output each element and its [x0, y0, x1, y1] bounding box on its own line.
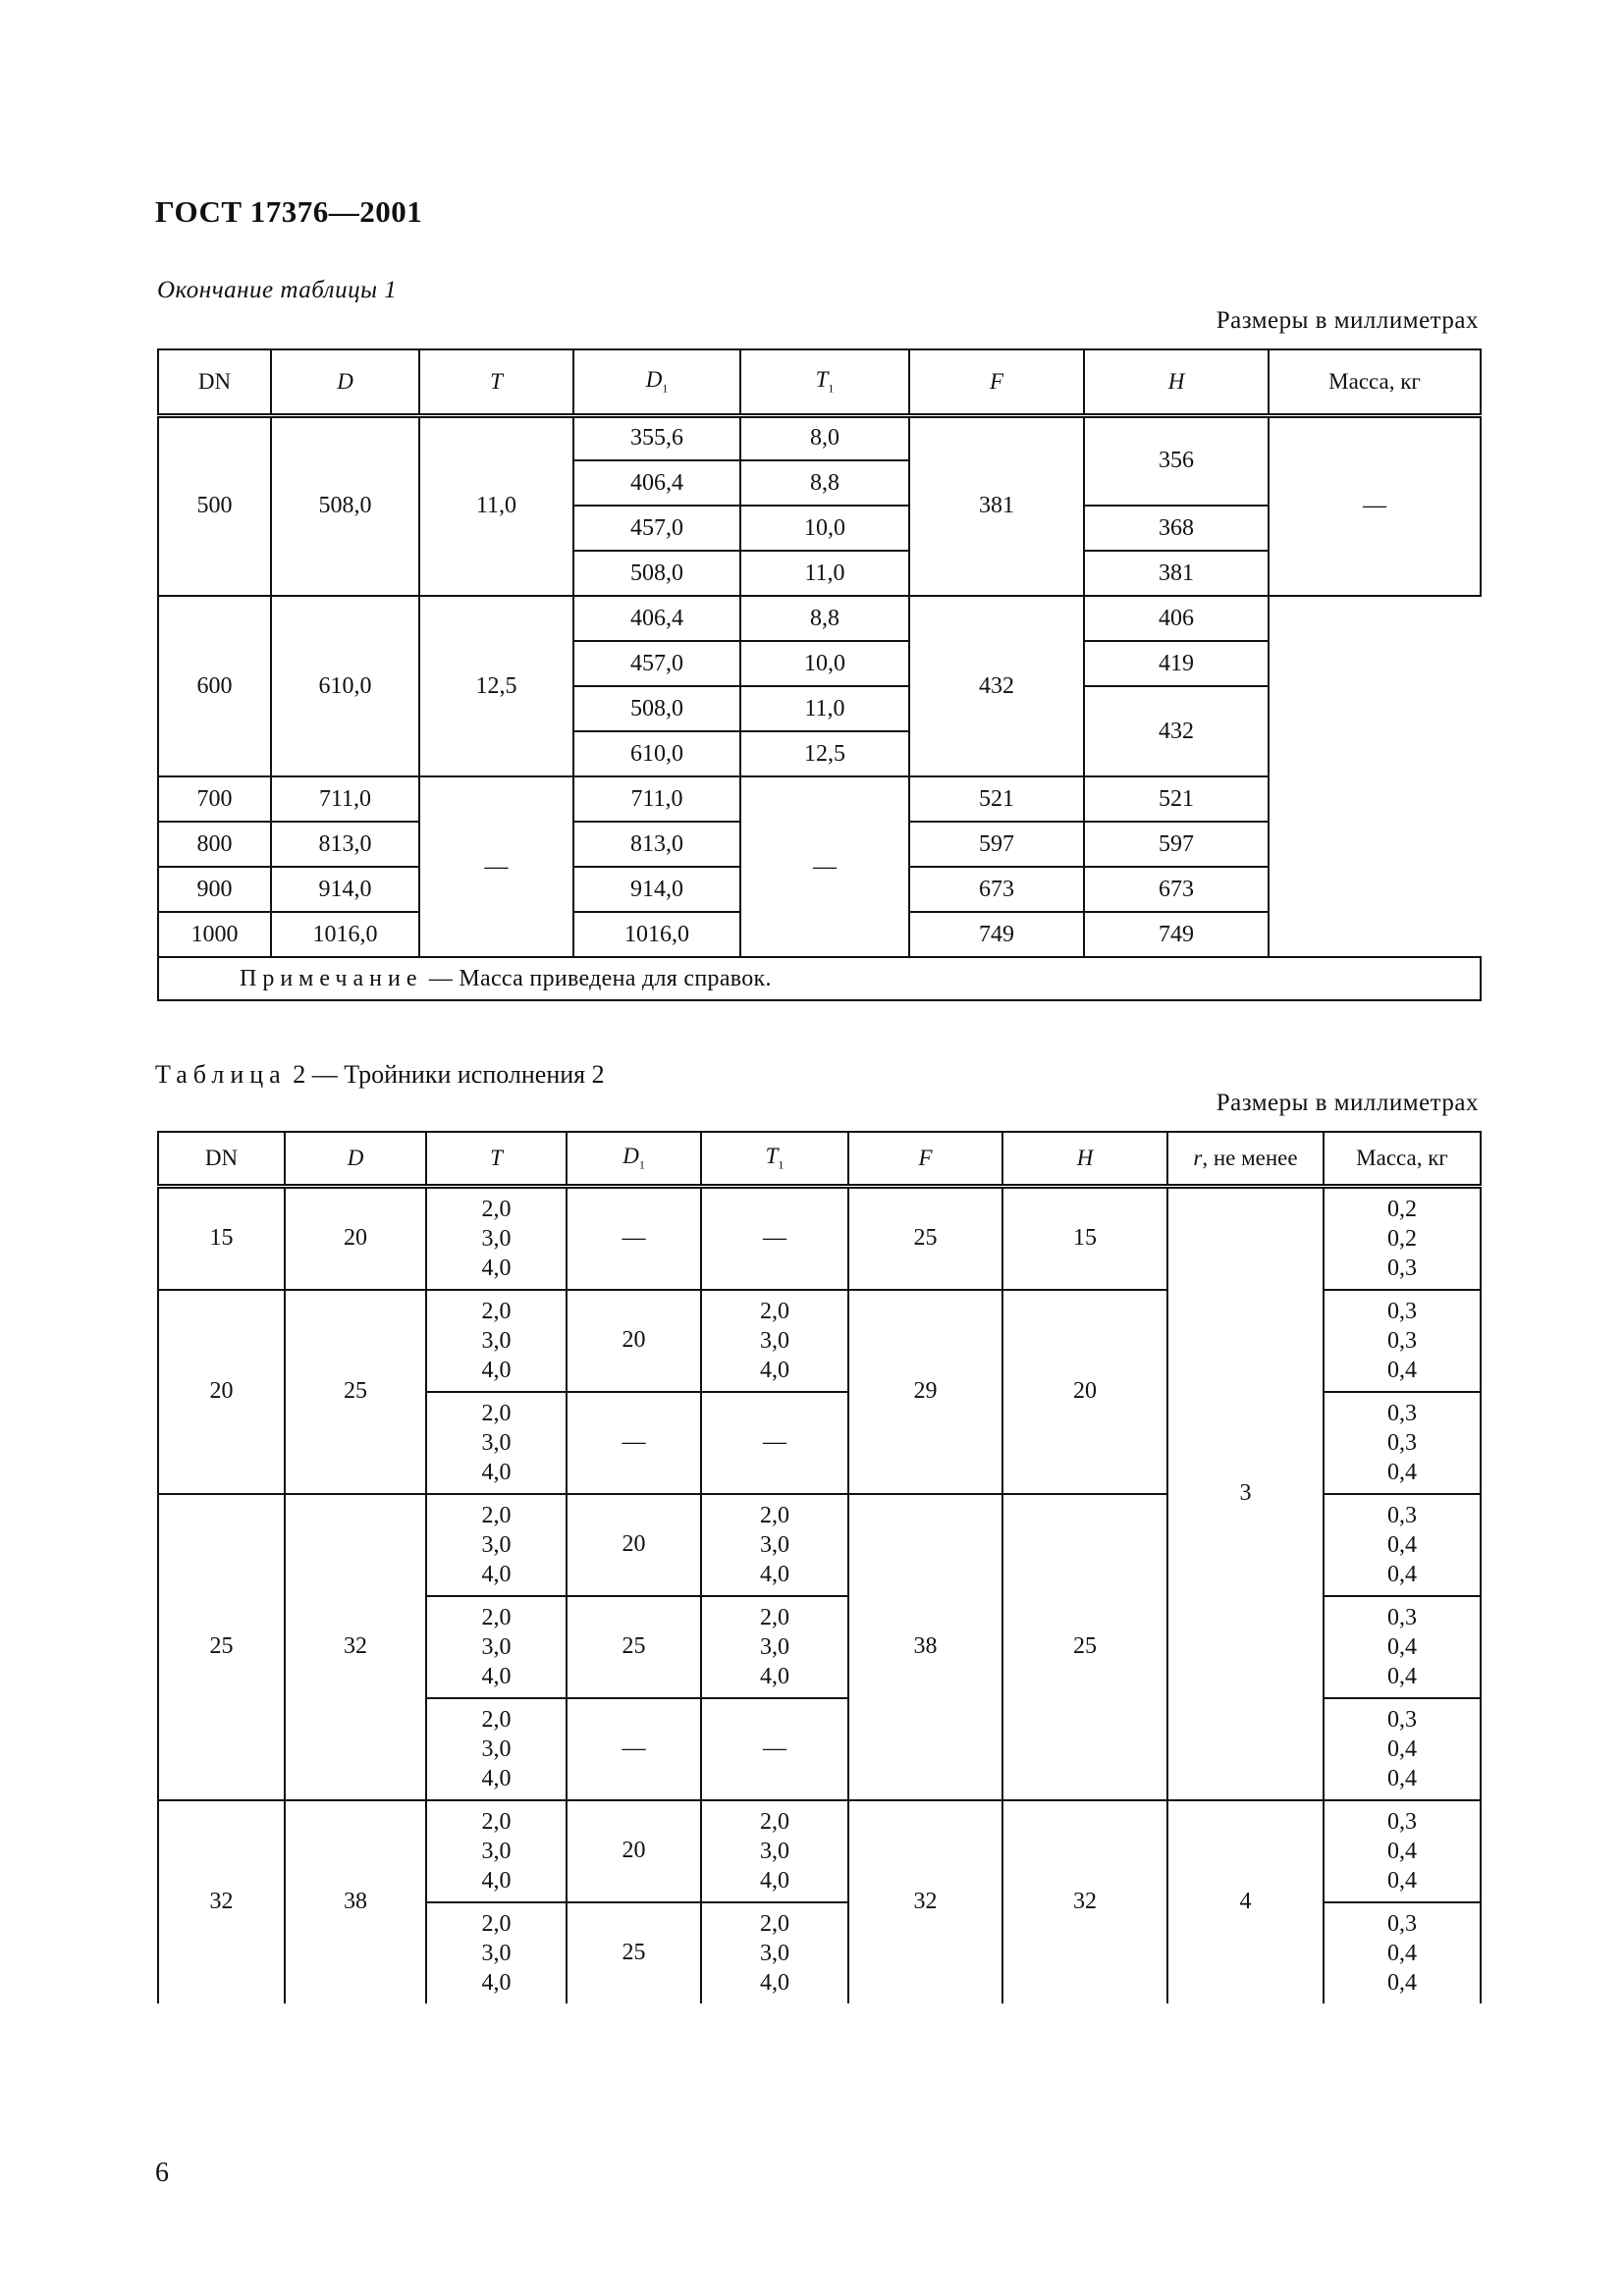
cell-f: 521: [909, 776, 1084, 822]
cell-h: 406: [1084, 596, 1269, 641]
cell-t: 12,5: [419, 596, 573, 776]
header-t1: $T_1$: [701, 1132, 848, 1186]
cell-dn: 600: [158, 596, 271, 776]
cell-d1: 20: [567, 1800, 701, 1902]
cell-d1: 508,0: [573, 551, 740, 596]
cell-f: 29: [848, 1290, 1002, 1494]
cell-t: 2,0 3,0 4,0: [426, 1494, 567, 1596]
cell-d1: 610,0: [573, 731, 740, 776]
cell-d1: 914,0: [573, 867, 740, 912]
cell-h: 597: [1084, 822, 1269, 867]
units-label: Размеры в миллиметрах: [1216, 307, 1479, 334]
table-row: [158, 415, 1481, 460]
cell-mass: 0,3 0,4 0,4: [1324, 1698, 1481, 1800]
cell-d: 25: [285, 1290, 426, 1494]
cell-t1: 2,0 3,0 4,0: [701, 1902, 848, 2003]
cell-f: 381: [909, 415, 1084, 596]
table-continuation-label: Окончание таблицы 1: [157, 277, 398, 303]
cell-d: 610,0: [271, 596, 419, 776]
cell-t: 2,0 3,0 4,0: [426, 1186, 567, 1290]
cell-t1: 2,0 3,0 4,0: [701, 1596, 848, 1698]
cell-d: 813,0: [271, 822, 419, 867]
table-header-row: [158, 1132, 1481, 1186]
cell-t1: 2,0 3,0 4,0: [701, 1290, 848, 1392]
cell-d1: 457,0: [573, 641, 740, 686]
cell-h: 432: [1084, 686, 1269, 776]
table-1: [157, 348, 1482, 1001]
cell-f: 673: [909, 867, 1084, 912]
cell-d: 1016,0: [271, 912, 419, 957]
header-d1: $D_1$: [573, 349, 740, 415]
header-mass: Масса, кг: [1269, 349, 1481, 415]
table-row: [158, 1800, 1481, 1902]
cell-d1: 711,0: [573, 776, 740, 822]
table-note: Примечание — Масса приведена для справок.: [158, 957, 1481, 1000]
cell-h: 749: [1084, 912, 1269, 957]
cell-t: 2,0 3,0 4,0: [426, 1392, 567, 1494]
cell-d1: 25: [567, 1596, 701, 1698]
cell-dn: 700: [158, 776, 271, 822]
cell-dn: 20: [158, 1290, 285, 1494]
cell-dn: 1000: [158, 912, 271, 957]
cell-mass: —: [1269, 415, 1481, 596]
cell-f: 25: [848, 1186, 1002, 1290]
cell-mass: 0,3 0,4 0,4: [1324, 1800, 1481, 1902]
cell-t: 11,0: [419, 415, 573, 596]
cell-mass: 0,3 0,4 0,4: [1324, 1596, 1481, 1698]
table-group: [158, 776, 1481, 1000]
table-row: [158, 776, 1481, 822]
header-f: F: [909, 349, 1084, 415]
table-group: [158, 596, 1481, 776]
cell-h: 32: [1002, 1800, 1167, 2003]
cell-t: 2,0 3,0 4,0: [426, 1800, 567, 1902]
header-h: H: [1084, 349, 1269, 415]
cell-d1: 355,6: [573, 415, 740, 460]
cell-t1: 10,0: [740, 506, 909, 551]
cell-mass: 0,3 0,4 0,4: [1324, 1494, 1481, 1596]
cell-d1: 406,4: [573, 460, 740, 506]
table-2: [157, 1131, 1482, 2003]
document-title: ГОСТ 17376—2001: [155, 194, 423, 229]
cell-d1: 813,0: [573, 822, 740, 867]
cell-mass: 0,3 0,3 0,4: [1324, 1392, 1481, 1494]
cell-d1: 25: [567, 1902, 701, 2003]
header-dn: DN: [158, 1132, 285, 1186]
cell-f: 38: [848, 1494, 1002, 1800]
cell-h: 15: [1002, 1186, 1167, 1290]
cell-t1: —: [701, 1186, 848, 1290]
cell-t1: —: [701, 1392, 848, 1494]
cell-d: 711,0: [271, 776, 419, 822]
cell-dn: 900: [158, 867, 271, 912]
header-mass: Масса, кг: [1324, 1132, 1481, 1186]
table-row: [158, 1186, 1481, 1290]
cell-d1: 508,0: [573, 686, 740, 731]
cell-dn: 800: [158, 822, 271, 867]
cell-t1: 11,0: [740, 551, 909, 596]
cell-d1: 1016,0: [573, 912, 740, 957]
cell-t1: —: [740, 776, 909, 957]
cell-h: 381: [1084, 551, 1269, 596]
cell-mass: 0,3 0,4 0,4: [1324, 1902, 1481, 2003]
cell-t1: 8,0: [740, 415, 909, 460]
cell-t1: —: [701, 1698, 848, 1800]
cell-h: 419: [1084, 641, 1269, 686]
cell-d: 20: [285, 1186, 426, 1290]
units-label: Размеры в миллиметрах: [1216, 1090, 1479, 1116]
header-d1: $D_1$: [567, 1132, 701, 1186]
page-number: 6: [155, 2158, 169, 2188]
cell-f: 32: [848, 1800, 1002, 2003]
cell-dn: 15: [158, 1186, 285, 1290]
cell-d: 914,0: [271, 867, 419, 912]
cell-d1: 457,0: [573, 506, 740, 551]
header-f: F: [848, 1132, 1002, 1186]
cell-t: 2,0 3,0 4,0: [426, 1290, 567, 1392]
cell-t1: 8,8: [740, 596, 909, 641]
cell-d1: 20: [567, 1290, 701, 1392]
cell-t1: 2,0 3,0 4,0: [701, 1800, 848, 1902]
cell-h: 25: [1002, 1494, 1167, 1800]
header-t: T: [419, 349, 573, 415]
cell-r: 3: [1167, 1186, 1324, 1800]
header-t: T: [426, 1132, 567, 1186]
table-group: [158, 415, 1481, 596]
cell-h: 521: [1084, 776, 1269, 822]
cell-t1: 12,5: [740, 731, 909, 776]
cell-dn: 25: [158, 1494, 285, 1800]
cell-f: 432: [909, 596, 1084, 776]
cell-d1: 20: [567, 1494, 701, 1596]
cell-r: 4: [1167, 1800, 1324, 2003]
cell-d: 38: [285, 1800, 426, 2003]
cell-h: 20: [1002, 1290, 1167, 1494]
cell-f: 597: [909, 822, 1084, 867]
cell-d: 508,0: [271, 415, 419, 596]
table-2-caption: Таблица 2 — Тройники исполнения 2: [155, 1060, 605, 1089]
cell-d: 32: [285, 1494, 426, 1800]
cell-t: 2,0 3,0 4,0: [426, 1596, 567, 1698]
header-dn: DN: [158, 349, 271, 415]
cell-dn: 32: [158, 1800, 285, 2003]
header-d: D: [285, 1132, 426, 1186]
cell-t1: 2,0 3,0 4,0: [701, 1494, 848, 1596]
cell-t1: 8,8: [740, 460, 909, 506]
cell-h: 368: [1084, 506, 1269, 551]
cell-t: 2,0 3,0 4,0: [426, 1902, 567, 2003]
cell-d1: —: [567, 1392, 701, 1494]
cell-t: 2,0 3,0 4,0: [426, 1698, 567, 1800]
header-d: D: [271, 349, 419, 415]
cell-f: 749: [909, 912, 1084, 957]
cell-dn: 500: [158, 415, 271, 596]
cell-mass: 0,2 0,2 0,3: [1324, 1186, 1481, 1290]
cell-mass: 0,3 0,3 0,4: [1324, 1290, 1481, 1392]
cell-d1: —: [567, 1186, 701, 1290]
cell-t: —: [419, 776, 573, 957]
cell-t1: 10,0: [740, 641, 909, 686]
header-h: H: [1002, 1132, 1167, 1186]
cell-h: 673: [1084, 867, 1269, 912]
cell-d1: 406,4: [573, 596, 740, 641]
header-t1: $T_1$: [740, 349, 909, 415]
cell-d1: —: [567, 1698, 701, 1800]
table-header-row: [158, 349, 1481, 415]
header-r: r, не менее: [1167, 1132, 1324, 1186]
cell-h: 356: [1084, 415, 1269, 506]
table-row: [158, 596, 1481, 641]
table-note-row: [158, 957, 1481, 1000]
cell-t1: 11,0: [740, 686, 909, 731]
